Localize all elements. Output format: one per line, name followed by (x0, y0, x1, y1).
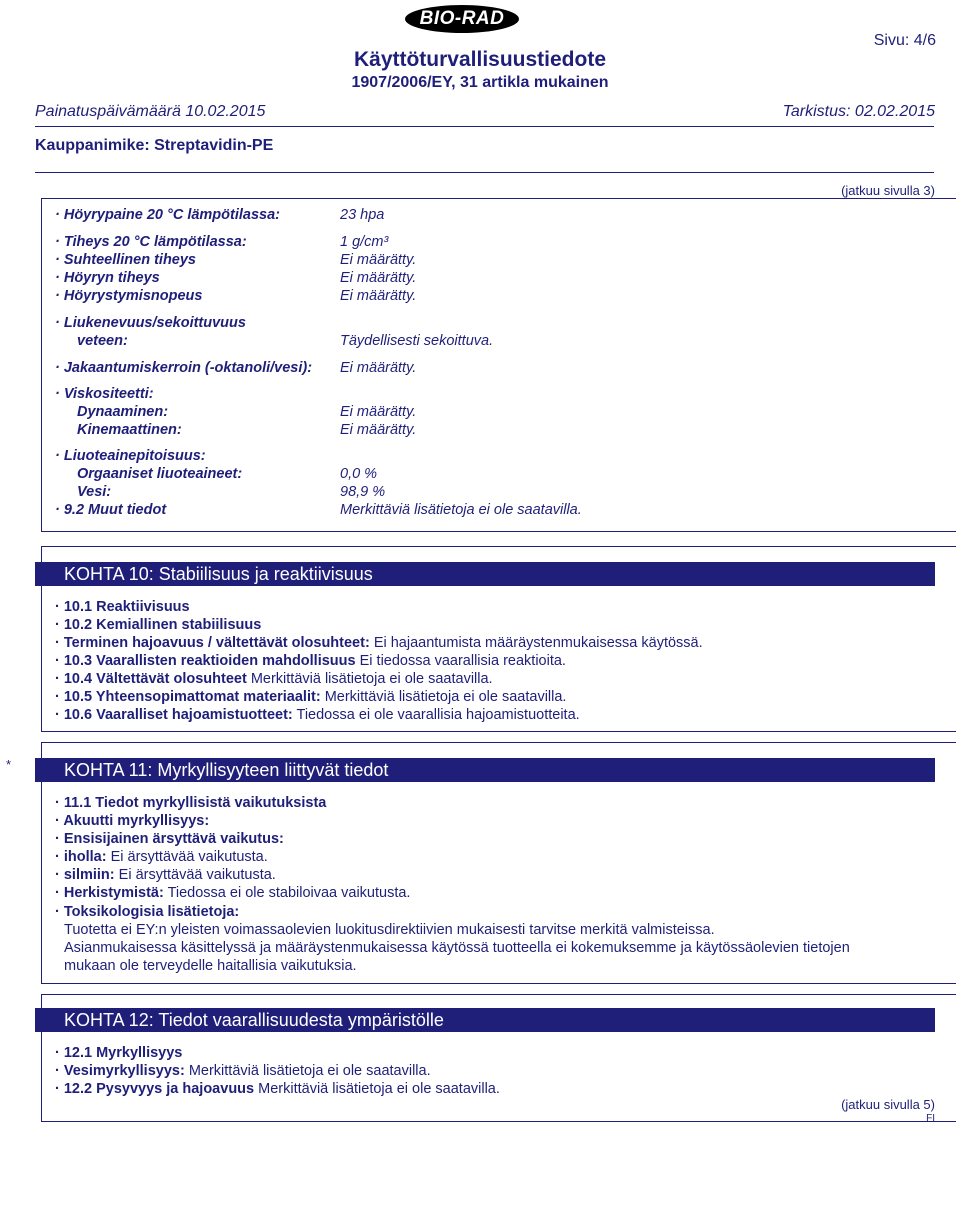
s11-eyes-label: · silmiin: (55, 867, 115, 883)
document-subtitle: 1907/2006/EY, 31 artikla mukainen (351, 74, 609, 91)
s11-skin-label: · iholla: (55, 849, 107, 865)
continued-from: (jatkuu sivulla 3) (841, 183, 935, 198)
s12-persistence-row (55, 1081, 500, 1097)
page-number: Sivu: 4/6 (873, 32, 936, 49)
s10-thermal-value: Ei hajaantumista määräystenmukaisessa käytössä. (373, 635, 703, 651)
s11-paragraph-2a: Asianmukaisessa käsittelyssä ja määräystenmukaisessa käytössä tuotteella ei kokemuksemme ja käytössäolevien tietojen (64, 940, 850, 956)
organic-solvents-value: 0,0 % (340, 466, 378, 482)
organic-solvents-label: Orgaaniset liuoteaineet: (77, 466, 243, 482)
s11-sensitization-label: · Herkistymistä: (55, 885, 164, 901)
viscosity-label: · Viskositeetti: (55, 386, 154, 402)
s11-additional-info: · Toksikologisia lisätietoja: (55, 904, 240, 920)
water-content-value: 98,9 % (340, 484, 386, 500)
s11-eyes-row (55, 867, 276, 883)
kinematic-viscosity-value: Ei määrätty. (340, 422, 417, 438)
s11-acute-toxicity: · Akuutti myrkyllisyys: (55, 813, 210, 829)
s10-decomposition-value: Tiedossa ei ole vaarallisia hajoamistuotteita. (296, 707, 580, 723)
s12-persistence-label: · 12.2 Pysyvyys ja hajoavuus (55, 1081, 255, 1097)
header-divider (35, 126, 934, 127)
s10-chemical-stability: · 10.2 Kemiallinen stabiilisuus (55, 617, 262, 633)
trade-name: Kauppanimike: Streptavidin-PE (35, 137, 274, 154)
solubility-water-label: veteen: (77, 333, 128, 349)
print-date: Painatuspäivämäärä 10.02.2015 (35, 103, 266, 120)
s10-thermal-row (55, 635, 703, 651)
s11-eyes-value: Ei ärsyttävää vaikutusta. (118, 867, 276, 883)
vapor-density-label: · Höyryn tiheys (55, 270, 160, 286)
density-value: 1 g/cm³ (340, 234, 389, 250)
vapor-pressure-label: · Höyrypaine 20 °C lämpötilassa: (55, 207, 280, 223)
language-code: FI (926, 1113, 935, 1124)
s11-skin-row (55, 849, 268, 865)
s12-persistence-value: Merkittäviä lisätietoja ei ole saatavilla. (258, 1081, 500, 1097)
section-12-title: KOHTA 12: Tiedot vaarallisuudesta ympäristölle (64, 1010, 444, 1030)
s11-skin-value: Ei ärsyttävää vaikutusta. (110, 849, 268, 865)
s12-aquatic-label: · Vesimyrkyllisyys: (55, 1063, 185, 1079)
section-10-title: KOHTA 10: Stabiilisuus ja reaktiivisuus (64, 564, 373, 584)
s10-reactivity: · 10.1 Reaktiivisuus (55, 599, 190, 615)
s11-primary-irritant: · Ensisijainen ärsyttävä vaikutus: (55, 831, 284, 847)
evaporation-rate-label: · Höyrystymisnopeus (55, 288, 203, 304)
relative-density-value: Ei määrätty. (340, 252, 417, 268)
partition-value: Ei määrätty. (340, 360, 417, 376)
s11-sensitization-row (55, 885, 410, 901)
section-10-title-bar (35, 562, 935, 586)
revision-date: Tarkistus: 02.02.2015 (782, 103, 935, 120)
revision-marker: * (6, 757, 12, 772)
solubility-water-value: Täydellisesti sekoittuva. (340, 333, 494, 349)
vapor-pressure-value: 23 hpa (340, 207, 385, 223)
s10-incompatible-value: Merkittäviä lisätietoja ei ole saatavilla. (324, 689, 567, 705)
continued-to: (jatkuu sivulla 5) (841, 1097, 935, 1112)
s10-incompatible-row (55, 689, 566, 705)
header-divider-2 (35, 172, 934, 173)
dynamic-viscosity-label: Dynaaminen: (77, 404, 169, 420)
relative-density-label: · Suhteellinen tiheys (55, 252, 196, 268)
s10-hazardous-reactions-row (55, 653, 566, 669)
s11-paragraph-1: Tuotetta ei EY:n yleisten voimassaolevien luokitusdirektiivien mukaisesti tarvitse merkitä valmisteissa. (64, 922, 715, 938)
other-info-label: · 9.2 Muut tiedot (55, 502, 167, 518)
s11-toxicological-effects: · 11.1 Tiedot myrkyllisistä vaikutuksista (55, 795, 327, 811)
dynamic-viscosity-value: Ei määrätty. (340, 404, 417, 420)
s10-hazardous-reactions-label: · 10.3 Vaarallisten reaktioiden mahdollisuus (55, 653, 356, 669)
s12-toxicity: · 12.1 Myrkyllisyys (55, 1045, 183, 1061)
s10-incompatible-label: · 10.5 Yhteensopimattomat materiaalit: (55, 689, 321, 705)
s10-hazardous-reactions-value: Ei tiedossa vaarallisia reaktioita. (359, 653, 566, 669)
s10-decomposition-row (55, 707, 580, 723)
vapor-density-value: Ei määrätty. (340, 270, 417, 286)
s11-paragraph-2b: mukaan ole terveydelle haitallisia vaikutuksia. (64, 958, 357, 974)
document-title: Käyttöturvallisuustiedote (353, 48, 607, 71)
evaporation-rate-value: Ei määrätty. (340, 288, 417, 304)
s12-aquatic-row (55, 1063, 431, 1079)
s10-decomposition-label: · 10.6 Vaaralliset hajoamistuotteet: (55, 707, 293, 723)
solvent-content-label: · Liuoteainepitoisuus: (55, 448, 206, 464)
section-11-title-bar (35, 758, 935, 782)
kinematic-viscosity-label: Kinemaattinen: (77, 422, 182, 438)
s10-conditions-value: Merkittäviä lisätietoja ei ole saatavilla. (250, 671, 493, 687)
water-content-label: Vesi: (77, 484, 112, 500)
s10-thermal-label: · Terminen hajoavuus / vältettävät olosuhteet: (55, 635, 370, 651)
density-label: · Tiheys 20 °C lämpötilassa: (55, 234, 247, 250)
s11-sensitization-value: Tiedossa ei ole stabiloivaa vaikutusta. (167, 885, 411, 901)
other-info-value: Merkittäviä lisätietoja ei ole saatavilla. (340, 502, 582, 518)
partition-label: · Jakaantumiskerroin (-oktanoli/vesi): (55, 360, 313, 376)
bio-rad-logo: BIO-RAD (405, 5, 519, 33)
solubility-label: · Liukenevuus/sekoittuvuus (55, 315, 246, 331)
s10-conditions-row (55, 671, 493, 687)
s12-aquatic-value: Merkittäviä lisätietoja ei ole saatavilla. (188, 1063, 431, 1079)
section-11-title: KOHTA 11: Myrkyllisyyteen liittyvät tiedot (64, 760, 389, 780)
s10-conditions-label: · 10.4 Vältettävät olosuhteet (55, 671, 247, 687)
section-12-title-bar (35, 1008, 935, 1032)
